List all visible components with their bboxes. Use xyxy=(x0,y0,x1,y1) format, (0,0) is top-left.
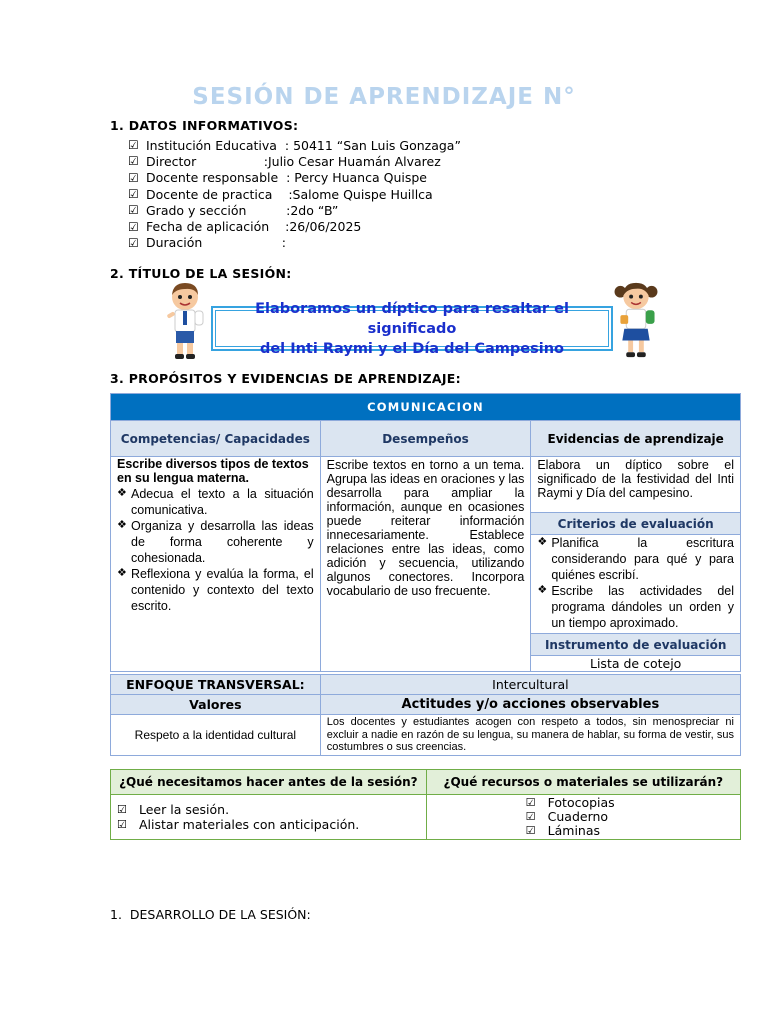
list-item: ☑ Leer la sesión. xyxy=(117,802,230,817)
bullet-diamond-icon: ❖ xyxy=(537,536,548,548)
info-value: :26/06/2025 xyxy=(269,219,362,235)
criterio-item: ❖ Escribe las actividades del programa dándoles un orden y un tiempo aproximado. xyxy=(537,584,734,630)
desarrollo-heading: 1. DESARROLLO DE LA SESIÓN: xyxy=(110,907,311,922)
bullet-diamond-icon: ❖ xyxy=(117,487,127,499)
checkbox-icon: ☑ xyxy=(128,170,139,185)
competencia-title: Escribe diversos tipos de textos en su lengua materna. xyxy=(117,457,309,485)
capacidad-item: ❖ Reflexiona y evalúa la forma, el contenido y contexto del texto escrito. xyxy=(117,567,314,613)
info-value: : Percy Huanca Quispe xyxy=(278,170,427,186)
info-row xyxy=(128,202,461,218)
section-heading-datos: 1. DATOS INFORMATIVOS: xyxy=(110,118,299,133)
info-list xyxy=(128,137,461,251)
enfoque-value: Intercultural xyxy=(320,675,740,695)
info-label: Fecha de aplicación xyxy=(146,219,270,235)
actitud-cell: Los docentes y estudiantes acogen con respeto a todos, sin menospreciar ni excluir a nadie en razón de su lengua, su manera de hablar, su forma de vestir, sus costumbres o sus creencias. xyxy=(320,715,740,756)
info-label: Director xyxy=(146,153,197,169)
girl-student-illustration xyxy=(612,280,660,360)
info-value: :Julio Cesar Huamán Alvarez xyxy=(196,153,441,169)
info-value: : xyxy=(202,235,286,251)
evidencia-cell: Elabora un díptico sobre el significado de la festividad del Inti Raymi y Día del campesino. xyxy=(531,457,741,513)
valor-cell: Respeto a la identidad cultural xyxy=(111,715,321,756)
area-band: COMUNICACION xyxy=(111,394,741,421)
info-label: Docente de practica xyxy=(146,186,273,202)
info-label: Duración xyxy=(146,235,203,251)
capacidad-item: ❖ Adecua el texto a la situación comunicativa. xyxy=(117,487,314,517)
section-heading-titulo: 2. TÍTULO DE LA SESIÓN: xyxy=(110,266,292,281)
criterio-item: ❖ Planifica la escritura considerando para qué y para quiénes escribí. xyxy=(537,536,734,582)
instrumento-header: Instrumento de evaluación xyxy=(531,634,741,656)
session-title-box xyxy=(211,300,613,357)
info-label: Grado y sección xyxy=(146,202,247,218)
info-label: Docente responsable xyxy=(146,170,279,186)
list-item: ☑ Fotocopias xyxy=(525,794,615,810)
info-value: :Salome Quispe Huillca xyxy=(272,186,433,202)
section-heading-propositos: 3. PROPÓSITOS Y EVIDENCIAS DE APRENDIZAJE: xyxy=(110,371,461,386)
info-value: : 50411 “San Luis Gonzaga” xyxy=(276,137,461,153)
checkbox-icon: ☑ xyxy=(128,219,139,234)
checkbox-icon: ☑ xyxy=(117,818,127,831)
competencias-cell xyxy=(111,457,321,672)
bullet-diamond-icon: ❖ xyxy=(117,567,127,579)
purpose-table xyxy=(110,393,741,672)
session-title-line-2: del Inti Raymi y el Día del Campesino xyxy=(259,340,565,357)
desempeno-cell: Escribe textos en torno a un tema. Agrupa las ideas en oraciones y las desarrolla para ampliar la información, aunque en ocasiones puede reiterar información innecesariamente. Establece relaciones entre las ideas, como adición y secuencia, utilizando algunos conectores. Incorpora vocabulario de uso frecuente. xyxy=(320,457,531,672)
bullet-diamond-icon: ❖ xyxy=(117,519,127,531)
info-value: :2do “B” xyxy=(246,202,339,218)
recursos-header: ¿Qué recursos o materiales se utilizarán? xyxy=(426,770,740,795)
info-row xyxy=(128,235,461,251)
info-row xyxy=(128,153,461,169)
recursos-list xyxy=(426,795,740,840)
list-item: ☑ Láminas xyxy=(525,822,601,838)
col-header-evidencias: Evidencias de aprendizaje xyxy=(531,421,741,457)
criterios-cell xyxy=(531,535,741,634)
info-row xyxy=(128,170,461,186)
enfoque-label: ENFOQUE TRANSVERSAL: xyxy=(111,675,321,695)
info-row xyxy=(128,186,461,202)
instrumento-value: Lista de cotejo xyxy=(531,656,741,672)
checkbox-icon: ☑ xyxy=(128,203,139,218)
list-item: ☑ Alistar materiales con anticipación. xyxy=(117,817,360,832)
checkbox-icon: ☑ xyxy=(525,823,536,837)
session-title-line-1: Elaboramos un díptico para resaltar el significado xyxy=(255,300,569,337)
capacidad-item: ❖ Organiza y desarrolla las ideas de forma coherente y cohesionada. xyxy=(117,519,314,565)
page-title: SESIÓN DE APRENDIZAJE N° xyxy=(192,84,576,110)
valores-header: Valores xyxy=(111,695,321,715)
bullet-diamond-icon: ❖ xyxy=(537,584,548,596)
checkbox-icon: ☑ xyxy=(128,235,139,250)
list-item: ☑ Cuaderno xyxy=(525,808,609,824)
info-row xyxy=(128,137,461,153)
session-title xyxy=(215,300,609,357)
actitudes-header: Actitudes y/o acciones observables xyxy=(320,695,740,715)
checkbox-icon: ☑ xyxy=(117,803,127,816)
antes-list xyxy=(111,795,427,840)
checkbox-icon: ☑ xyxy=(128,154,139,169)
info-row xyxy=(128,218,461,234)
checkbox-icon: ☑ xyxy=(128,138,139,153)
col-header-desempenos: Desempeños xyxy=(320,421,531,457)
info-label: Institución Educativa xyxy=(146,137,277,153)
antes-header: ¿Qué necesitamos hacer antes de la sesión? xyxy=(111,770,427,795)
boy-student-illustration xyxy=(163,281,207,361)
col-header-competencias: Competencias/ Capacidades xyxy=(111,421,321,457)
checkbox-icon: ☑ xyxy=(128,187,139,202)
preparacion-table xyxy=(110,769,741,840)
enfoque-table xyxy=(110,674,741,756)
checkbox-icon: ☑ xyxy=(525,809,536,823)
checkbox-icon: ☑ xyxy=(525,795,536,809)
criterios-header: Criterios de evaluación xyxy=(531,513,741,535)
